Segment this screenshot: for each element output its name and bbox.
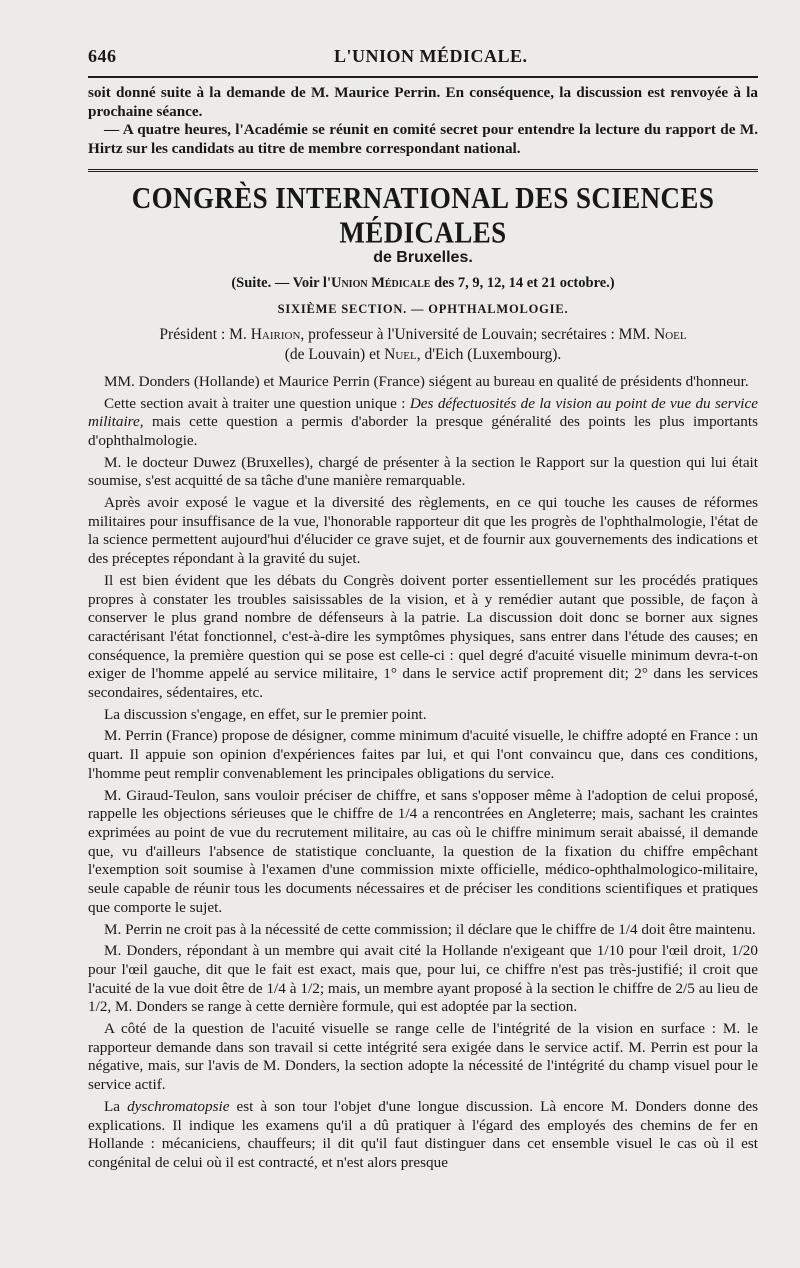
body-paragraph <box>88 1098 758 1173</box>
paragraph-text: mais cette question a permis d'aborder la presque généralité des points les plus importants d'ophthalmologie. <box>88 413 758 449</box>
body-paragraph: Il est bien évident que les débats du Congrès doivent porter essentiellement sur les procédés pratiques propres à constater les troubles saisissables de la vision, et à y remédier autant que possible, de façon à conserver le plus grand nombre de défenseurs à la patrie. La discussion doit donc se borner aux signes caractérisant l'état fonctionnel, c'est-à-dire les symptômes physiques, sans entrer dans l'étude des causes; en conséquence, la première question qui se pose est celle-ci : quel degré d'acuité visuelle minimum devra-t-on exiger de l'homme appelé au service militaire, 1° dans le service actif proprement dit; 2° dans les services secondaires, sédentaires, etc. <box>88 571 758 702</box>
article-reference <box>88 275 758 292</box>
officers-text: , professeur à l'Université de Louvain; secrétaires : MM. <box>300 325 654 343</box>
body-paragraph: MM. Donders (Hollande) et Maurice Perrin (France) siégent au bureau en qualité de présidents d'honneur. <box>104 372 749 390</box>
italic-term: dyschromatopsie <box>127 1097 230 1115</box>
paragraph-text: Cette section avait à traiter une question unique : <box>104 394 410 412</box>
officer-name: Noel <box>654 325 687 343</box>
reference-prefix: (Suite. — Voir l' <box>231 274 331 291</box>
paragraph-text: La <box>104 1097 128 1115</box>
header-rule <box>88 76 758 78</box>
opening-text <box>88 84 758 159</box>
officers-text: (de Louvain) et <box>284 345 385 363</box>
body-paragraph: A côté de la question de l'acuité visuelle se range celle de l'intégrité de la vision en surface : M. le rapporteur demande dans son travail si cette intégrité sera exigée dans le service actif. M. Perrin est pour la négative, mais, sur l'avis de M. Donders, la section adopte la nécessité de l'intégrité du champ visuel pour le service actif. <box>88 1020 758 1094</box>
body-paragraph <box>88 395 758 451</box>
body-paragraph: M. Perrin ne croit pas à la nécessité de cette commission; il déclare que le chiffre de 1/4 doit être maintenu. <box>104 920 756 938</box>
body-paragraph: M. Donders, répondant à un membre qui avait cité la Hollande n'exigeant que 1/10 pour l'œil droit, 1/20 pour l'œil gauche, dit que le fait est exact, mais que, pour lui, ce chiffre n'est pas très-justifié; il croit que l'acuité de la vue doit être de 1/4 à 1/2; mais, un membre ayant proposé à la section le chiffre de 2/5 au lieu de 1/2, M. Donders se range à cette dernière formule, qui est adoptée par la section. <box>88 942 758 1016</box>
section-divider <box>88 169 758 173</box>
section-officers <box>88 325 758 365</box>
officer-name: Hairion <box>250 325 301 343</box>
article-title: CONGRÈS INTERNATIONAL DES SCIENCES MÉDICALES <box>131 180 715 250</box>
paragraph-text: est à son tour l'objet d'une longue discussion. Là encore M. Donders donne des explications. Il indique les examens qu'il a dû pratiquer à l'égard des employés des chemins de fer en Hollande : mécaniciens, chauffeurs; il dit qu'il faut distinguer dans cet ensemble visuel le cas où il est congénital de celui où il est contracté, et n'est alors presque <box>88 1097 758 1171</box>
body-paragraph: La discussion s'engage, en effet, sur le premier point. <box>104 705 427 723</box>
opening-paragraph: soit donné suite à la demande de M. Maurice Perrin. En conséquence, la discussion est renvoyée à la prochaine séance. <box>88 84 758 120</box>
article-body <box>88 373 758 1173</box>
reference-journal: Union Médicale <box>330 274 431 291</box>
page-number: 646 <box>88 46 117 66</box>
officers-text: Président : M. <box>159 325 251 343</box>
section-heading: SIXIÈME SECTION. — OPHTHALMOLOGIE. <box>277 301 569 316</box>
officers-text: , d'Eich (Luxembourg). <box>416 345 562 363</box>
body-paragraph: M. Perrin (France) propose de désigner, comme minimum d'acuité visuelle, le chiffre adopté en France : un quart. Il appuie son opinion d'expériences faites par lui, et qui l'ont convaincu que, dans ces conditions, l'homme peut remplir convenablement les principales obligations du service. <box>88 727 758 782</box>
body-paragraph: Après avoir exposé le vague et la diversité des règlements, en ce qui touche les causes de réformes militaires pour insuffisance de la vue, l'honorable rapporteur dit que les progrès de l'ophthalmologie, l'état de la science permettent aujourd'hui d'élucider ce grave sujet, et de fournir aux gouvernements des indications et des préceptes répondant à la gravité du sujet. <box>88 494 758 568</box>
reference-suffix: des 7, 9, 12, 14 et 21 octobre.) <box>430 274 615 291</box>
question-title: Des défectuosités de la vision au point de vue du service militaire, <box>88 394 759 431</box>
opening-paragraph: — A quatre heures, l'Académie se réunit en comité secret pour entendre la lecture du rapport de M. Hirtz sur les candidats au titre de membre correspondant national. <box>88 121 758 158</box>
running-head <box>88 46 758 76</box>
article-place: de Bruxelles. <box>373 248 473 266</box>
body-paragraph: M. Giraud-Teulon, sans vouloir préciser de chiffre, et sans s'opposer même à l'adoption de celui proposé, rappelle les objections sérieuses que le chiffre de 1/4 a rencontrées en Angleterre; mais, sachant les craintes exprimées au point de vue du recrutement militaire, au cas où le chiffre minimum serait abaissé, il demande que, vu d'ailleurs l'absence de statistique concluante, la question de la fixation du chiffre empêchant l'exemption soit soumise à l'examen d'une commission mixte officielle, médico-ophthalmologico-militaire, seule capable de réunir tous les documents nécessaires et de préciser les conditions scientifiques et pratiques que comporte le sujet. <box>88 786 758 916</box>
journal-title: L'UNION MÉDICALE. <box>334 46 528 66</box>
body-paragraph: M. le docteur Duwez (Bruxelles), chargé de présenter à la section le Rapport sur la question qui lui était soumise, s'est acquitté de sa tâche d'une manière remarquable. <box>88 453 758 490</box>
officer-name: Nuel <box>384 345 417 363</box>
